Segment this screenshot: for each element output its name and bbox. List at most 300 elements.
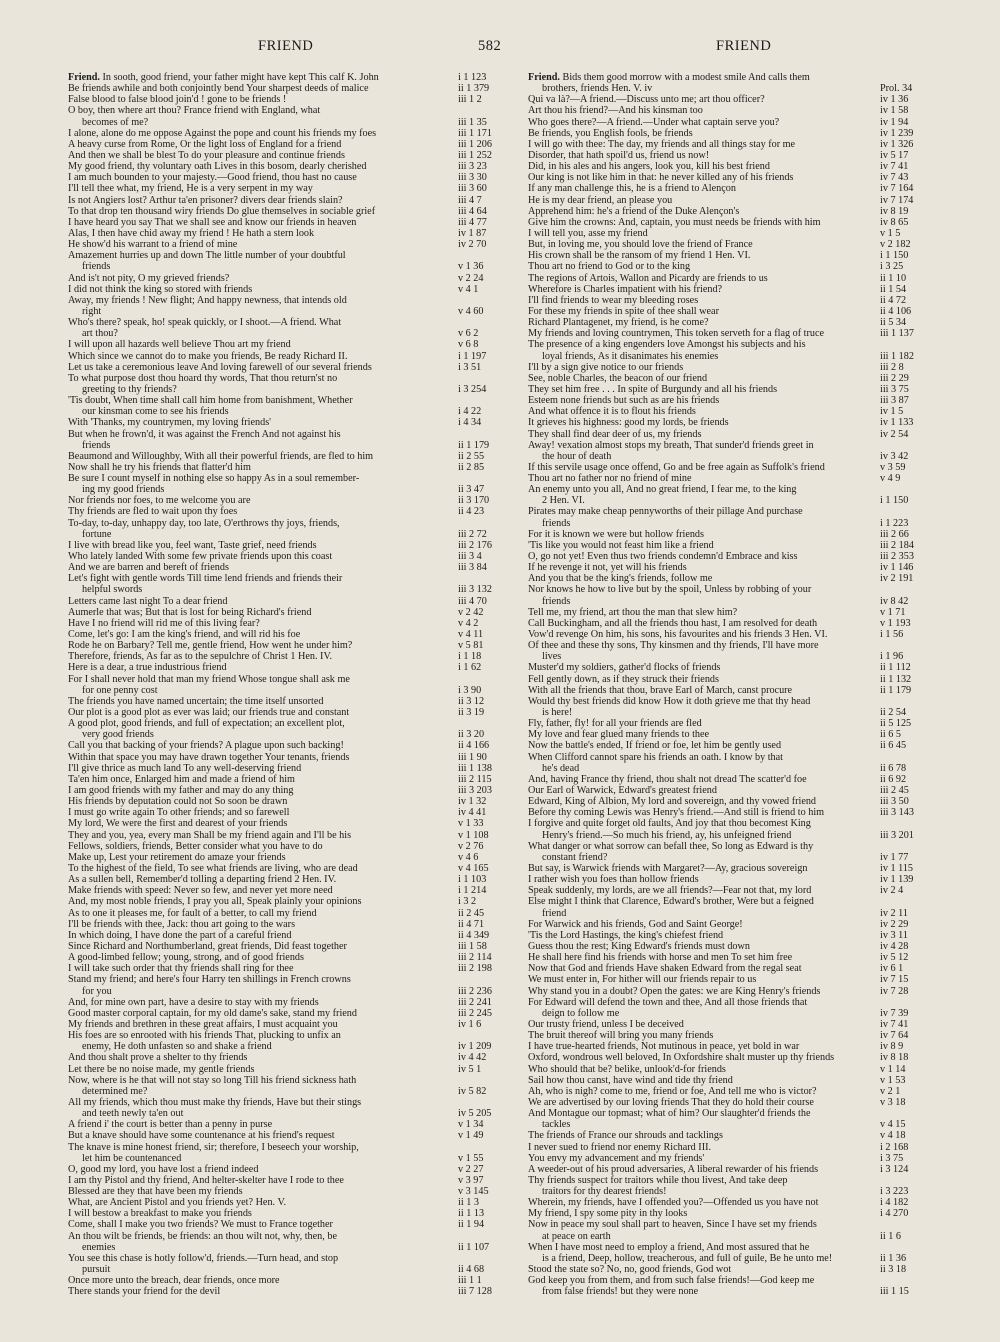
act-scene-line-reference: ii 1 94 <box>454 1219 516 1230</box>
concordance-line <box>528 818 938 829</box>
concordance-line <box>528 273 938 284</box>
concordance-line <box>528 707 938 718</box>
quotation-text: My good friend, thy voluntary oath Lives in this bosom, dearly cherished <box>68 161 367 173</box>
quotation-text: As a sullen bell, Remember'd tolling a departing friend 2 Hen. IV. <box>68 874 337 886</box>
concordance-line <box>528 1041 938 1052</box>
act-scene-line-reference: iii 3 132 <box>454 584 516 595</box>
act-scene-line-reference: ii 1 112 <box>876 662 938 673</box>
quotation-text: Apprehend him: he's a friend of the Duke Alençon's <box>528 205 740 217</box>
quotation-text: 'Tis the Lord Hastings, the king's chiefest friend <box>528 929 724 941</box>
concordance-line <box>68 952 516 963</box>
concordance-line <box>528 607 938 618</box>
quotation-text: Stood the state so? No, no, good friends, God wot <box>528 1264 732 1276</box>
concordance-line <box>68 963 516 974</box>
quotation-text: Our Earl of Warwick, Edward's greatest friend <box>528 785 717 796</box>
concordance-line <box>68 584 516 595</box>
quotation-text: For it is known we were but hollow friends <box>528 528 704 540</box>
quotation-text: O boy, then where art thou? France friend with England, what <box>68 105 321 117</box>
act-scene-line-reference: ii 3 19 <box>454 707 516 718</box>
quotation-text: Now, where is he that will not stay so long Till his friend sickness hath <box>68 1074 357 1086</box>
quotation-text: False blood to false blood join'd ! gone to be friends ! <box>68 94 287 106</box>
quotation-text: pursuit <box>82 1264 111 1276</box>
act-scene-line-reference: iii 3 30 <box>454 172 516 183</box>
concordance-line <box>528 1242 938 1253</box>
act-scene-line-reference: i 3 254 <box>454 384 516 395</box>
concordance-line <box>528 1186 938 1197</box>
concordance-line <box>68 1142 516 1153</box>
act-scene-line-reference: iii 4 7 <box>454 195 516 206</box>
running-header <box>0 38 1000 58</box>
act-scene-line-reference: ii 4 72 <box>876 295 938 306</box>
concordance-line <box>68 1186 516 1197</box>
act-scene-line-reference: ii 1 179 <box>454 440 516 451</box>
act-scene-line-reference: iv 7 43 <box>876 172 938 183</box>
quotation-text: our kinsman come to see his friends <box>82 406 229 418</box>
concordance-line <box>528 874 938 885</box>
quotation-text: Fell gently down, as if they struck their friends <box>528 673 719 685</box>
act-scene-line-reference: v 6 8 <box>454 339 516 350</box>
concordance-line <box>68 1108 516 1119</box>
act-scene-line-reference: iv 8 65 <box>876 217 938 228</box>
quotation-text: Now in peace my soul shall part to heaven, Since I have set my friends <box>528 1219 817 1231</box>
act-scene-line-reference: iv 4 41 <box>454 807 516 818</box>
quotation-text: friends <box>82 439 111 451</box>
concordance-line <box>528 796 938 807</box>
quotation-text: becomes of me? <box>82 116 149 128</box>
quotation-text: tackles <box>542 1119 571 1131</box>
quotation-text: friends <box>82 261 111 273</box>
act-scene-line-reference: iii 1 35 <box>454 117 516 128</box>
concordance-line <box>68 217 516 228</box>
act-scene-line-reference: ii 1 3 <box>454 1197 516 1208</box>
quotation-text: My friends and brethren in these great affairs, I must acquaint you <box>68 1018 338 1030</box>
act-scene-line-reference: v 2 76 <box>454 841 516 852</box>
act-scene-line-reference: iii 2 66 <box>876 529 938 540</box>
quotation-text: And, for mine own part, have a desire to stay with my friends <box>68 996 319 1008</box>
act-scene-line-reference: v 2 1 <box>876 1086 938 1097</box>
act-scene-line-reference: i 4 34 <box>454 417 516 428</box>
quotation-text: Our trusty friend, unless I be deceived <box>528 1018 684 1030</box>
quotation-text: at peace on earth <box>542 1230 611 1242</box>
act-scene-line-reference: iii 4 70 <box>454 596 516 607</box>
concordance-line <box>528 406 938 417</box>
quotation-text: I alone, alone do me oppose Against the pope and count his friends my foes <box>68 127 377 139</box>
quotation-text: I'll find friends to wear my bleeding roses <box>528 294 699 306</box>
concordance-line <box>528 206 938 217</box>
act-scene-line-reference: iv 3 42 <box>876 451 938 462</box>
quotation-text: An thou wilt be friends, be friends: an thou wilt not, why, then, be <box>68 1230 337 1242</box>
concordance-line <box>68 306 516 317</box>
concordance-line <box>528 540 938 551</box>
quotation-text: deign to follow me <box>542 1007 620 1019</box>
quotation-text: We are advertised by our loving friends That they do hold their course <box>528 1096 814 1108</box>
concordance-line <box>528 674 938 685</box>
quotation-text: There stands your friend for the devil <box>68 1286 221 1298</box>
concordance-line <box>68 785 516 796</box>
quotation-text: And is't not pity, O my grieved friends? <box>68 272 230 284</box>
act-scene-line-reference: iv 1 239 <box>876 128 938 139</box>
quotation-text: I never sued to friend nor enemy Richard III. <box>528 1141 712 1153</box>
quotation-text: The friends of France our shrouds and tacklings <box>528 1130 723 1142</box>
act-scene-line-reference: i 3 124 <box>876 1164 938 1175</box>
act-scene-line-reference: iii 3 60 <box>454 183 516 194</box>
act-scene-line-reference: iv 7 41 <box>876 1019 938 1030</box>
quotation-text: My friend, I spy some pity in thy looks <box>528 1208 688 1220</box>
quotation-text: Call you that backing of your friends? A plague upon such backing! <box>68 740 344 752</box>
act-scene-line-reference: i 4 182 <box>876 1197 938 1208</box>
concordance-line <box>68 239 516 250</box>
concordance-line <box>68 451 516 462</box>
concordance-line <box>528 941 938 952</box>
concordance-line <box>528 529 938 540</box>
quotation-text: Be friends awhile and both conjointly bend Your sharpest deeds of malice <box>68 83 369 95</box>
act-scene-line-reference: v 1 5 <box>876 228 938 239</box>
quotation-text: If this servile usage once offend, Go and be free again as Suffolk's friend <box>528 461 825 473</box>
quotation-text: Fly, father, fly! for all your friends are fled <box>528 718 702 730</box>
concordance-line <box>528 885 938 896</box>
quotation-text: Before thy coming Lewis was Henry's friend.—And still is friend to him <box>528 807 825 819</box>
act-scene-line-reference: v 1 33 <box>454 818 516 829</box>
act-scene-line-reference: iii 2 45 <box>876 785 938 796</box>
act-scene-line-reference: ii 5 125 <box>876 718 938 729</box>
concordance-line <box>68 195 516 206</box>
act-scene-line-reference: ii 4 166 <box>454 740 516 751</box>
concordance-line <box>68 429 516 440</box>
concordance-line <box>528 1097 938 1108</box>
quotation-text: Who should that be? belike, unlook'd-for friends <box>528 1063 726 1075</box>
concordance-line <box>68 506 516 517</box>
concordance-line <box>528 239 938 250</box>
quotation-text: What, are Ancient Pistol and you friends yet? Hen. V. <box>68 1197 287 1209</box>
concordance-line <box>68 1253 516 1264</box>
concordance-line <box>528 72 938 83</box>
act-scene-line-reference: v 1 14 <box>876 1064 938 1075</box>
concordance-line <box>528 261 938 272</box>
concordance-line <box>68 1231 516 1242</box>
concordance-line <box>68 596 516 607</box>
quotation-text: I'll be friends with thee, Jack: thou art going to the wars <box>68 918 296 930</box>
act-scene-line-reference: iii 2 236 <box>454 986 516 997</box>
concordance-line <box>68 896 516 907</box>
concordance-line <box>68 328 516 339</box>
act-scene-line-reference: i 1 103 <box>454 874 516 885</box>
concordance-line <box>528 562 938 573</box>
quotation-text: helpful swords <box>82 584 143 596</box>
act-scene-line-reference: ii 3 12 <box>454 696 516 707</box>
quotation-text: My love and fear glued many friends to thee <box>528 729 710 741</box>
act-scene-line-reference: ii 2 85 <box>454 462 516 473</box>
act-scene-line-reference: iv 7 174 <box>876 195 938 206</box>
concordance-line <box>68 83 516 94</box>
concordance-line <box>68 172 516 183</box>
quotation-text: To that drop ten thousand wiry friends Do glue themselves in sociable grief <box>68 205 376 217</box>
quotation-text: Why stand you in a doubt? Open the gates: we are King Henry's friends <box>528 985 821 997</box>
quotation-text: for you <box>82 985 112 997</box>
concordance-line <box>528 807 938 818</box>
quotation-text: fortune <box>82 528 112 540</box>
act-scene-line-reference: iii 3 23 <box>454 161 516 172</box>
header-left-word: FRIEND <box>258 38 314 54</box>
concordance-line <box>528 295 938 306</box>
act-scene-line-reference: iv 1 87 <box>454 228 516 239</box>
act-scene-line-reference: v 1 108 <box>454 830 516 841</box>
concordance-line <box>68 718 516 729</box>
concordance-line <box>528 1142 938 1153</box>
quotation-text: And then we shall be blest To do your pleasure and continue friends <box>68 149 345 161</box>
quotation-text: Sail how thou canst, have wind and tide thy friend <box>528 1074 733 1086</box>
act-scene-line-reference: iv 1 77 <box>876 852 938 863</box>
concordance-line <box>68 261 516 272</box>
quotation-text: To what purpose dost thou hoard thy words, That thou return'st no <box>68 372 338 384</box>
act-scene-line-reference: iv 2 191 <box>876 573 938 584</box>
concordance-line <box>528 908 938 919</box>
quotation-text: He is my dear friend, an please you <box>528 194 673 206</box>
concordance-line <box>528 1075 938 1086</box>
quotation-text: Of thee and these thy sons, Thy kinsmen and thy friends, I'll have more <box>528 640 819 652</box>
quotation-text: I have true-hearted friends, Not mutinous in peace, yet bold in war <box>528 1041 800 1053</box>
concordance-line <box>68 1242 516 1253</box>
quotation-text: I will go with thee: The day, my friends and all things stay for me <box>528 138 796 150</box>
concordance-line <box>68 406 516 417</box>
act-scene-line-reference: iii 3 201 <box>876 830 938 841</box>
concordance-line <box>528 1153 938 1164</box>
quotation-text: right <box>82 305 102 317</box>
concordance-line <box>528 506 938 517</box>
concordance-line <box>528 105 938 116</box>
concordance-line <box>68 139 516 150</box>
quotation-text: Thou art no friend to God or to the king <box>528 261 691 273</box>
quotation-text: Thy friends are fled to wait upon thy foes <box>68 506 238 518</box>
quotation-text: It grieves his highness: good my lords, be friends <box>528 417 729 429</box>
act-scene-line-reference: v 4 15 <box>876 1119 938 1130</box>
quotation-text: Would thy best friends did know How it doth grieve me that thy head <box>528 695 811 707</box>
concordance-line <box>68 930 516 941</box>
act-scene-line-reference: iii 3 203 <box>454 785 516 796</box>
quotation-text: Oxford, wondrous well beloved, In Oxfordshire shalt muster up thy friends <box>528 1052 835 1064</box>
concordance-line <box>68 1119 516 1130</box>
quotation-text: Art thou his friend?—And his kinsman too <box>528 105 703 117</box>
quotation-text: They and you, yea, every man Shall be my friend again and I'll be his <box>68 829 352 841</box>
act-scene-line-reference: i 1 62 <box>454 662 516 673</box>
concordance-line <box>68 1052 516 1063</box>
quotation-text: The presence of a king engenders love Amongst his subjects and his <box>528 339 806 351</box>
act-scene-line-reference: iv 8 19 <box>876 206 938 217</box>
quotation-text: If he revenge it not, yet will his friends <box>528 562 687 574</box>
concordance-line <box>68 94 516 105</box>
quotation-text: Wherefore is Charles impatient with his friend? <box>528 283 723 295</box>
quotation-text: O, go not yet! Even thus two friends condemn'd Embrace and kiss <box>528 551 798 563</box>
act-scene-line-reference: v 6 2 <box>454 328 516 339</box>
quotation-text: I'll by a sign give notice to our friends <box>528 361 684 373</box>
quotation-text: let him be countenanced <box>82 1152 182 1164</box>
quotation-text: Vow'd revenge On him, his sons, his favourites and his friends 3 Hen. VI. <box>528 629 828 641</box>
quotation-text: Once more unto the breach, dear friends, once more <box>68 1275 280 1287</box>
concordance-line <box>528 640 938 651</box>
concordance-line <box>68 640 516 651</box>
concordance-line <box>68 1064 516 1075</box>
quotation-text: Away! vexation almost stops my breath, That sunder'd friends greet in <box>528 439 814 451</box>
concordance-line <box>68 796 516 807</box>
concordance-line <box>528 373 938 384</box>
act-scene-line-reference: ii 2 54 <box>876 707 938 718</box>
act-scene-line-reference: v 1 34 <box>454 1119 516 1130</box>
act-scene-line-reference: iv 6 1 <box>876 963 938 974</box>
act-scene-line-reference: ii 6 92 <box>876 774 938 785</box>
act-scene-line-reference: iv 2 29 <box>876 919 938 930</box>
quotation-text: He shall here find his friends with horse and men To set him free <box>528 952 793 964</box>
concordance-line <box>68 72 516 83</box>
quotation-text: Who's there? speak, ho! speak quickly, or I shoot.—A friend. What <box>68 317 342 329</box>
act-scene-line-reference: i 3 51 <box>454 362 516 373</box>
act-scene-line-reference: i 1 123 <box>454 72 516 83</box>
act-scene-line-reference: iii 3 4 <box>454 551 516 562</box>
concordance-line <box>528 596 938 607</box>
quotation-text: For Warwick and his friends, God and Saint George! <box>528 918 743 930</box>
concordance-line <box>68 729 516 740</box>
act-scene-line-reference: iv 4 28 <box>876 941 938 952</box>
concordance-line <box>68 417 516 428</box>
quotation-text: Guess thou the rest; King Edward's friends must down <box>528 940 750 952</box>
concordance-line <box>528 685 938 696</box>
concordance-line <box>528 317 938 328</box>
act-scene-line-reference: iv 1 5 <box>876 406 938 417</box>
concordance-line <box>528 195 938 206</box>
concordance-line <box>528 1175 938 1186</box>
act-scene-line-reference: iv 1 115 <box>876 863 938 874</box>
concordance-line <box>68 629 516 640</box>
concordance-line <box>528 584 938 595</box>
page-number: 582 <box>478 38 502 54</box>
concordance-line <box>528 1064 938 1075</box>
concordance-line <box>528 451 938 462</box>
concordance-line <box>528 1108 938 1119</box>
quotation-text: Richard Plantagenet, my friend, is he come? <box>528 317 709 329</box>
act-scene-line-reference: v 1 193 <box>876 618 938 629</box>
act-scene-line-reference: ii 4 106 <box>876 306 938 317</box>
quotation-text: He show'd his warrant to a friend of mine <box>68 239 238 251</box>
quotation-text: and teeth newly ta'en out <box>82 1108 184 1120</box>
quotation-text: Now that God and friends Have shaken Edward from the regal seat <box>528 963 802 975</box>
act-scene-line-reference: ii 1 54 <box>876 284 938 295</box>
act-scene-line-reference: iv 8 18 <box>876 1052 938 1063</box>
quotation-text: I rather wish you foes than hollow friends <box>528 874 699 886</box>
quotation-text: They shall find dear deer of us, my friends <box>528 428 702 440</box>
concordance-line <box>68 1208 516 1219</box>
quotation-text: But say, is Warwick friends with Margaret?—Ay, gracious sovereign <box>528 862 808 874</box>
act-scene-line-reference: iii 2 241 <box>454 997 516 1008</box>
act-scene-line-reference: iii 1 137 <box>876 328 938 339</box>
quotation-text: 'Tis doubt, When time shall call him home from banishment, Whether <box>68 395 353 407</box>
quotation-text: the hour of death <box>542 450 612 462</box>
act-scene-line-reference: iv 7 39 <box>876 1008 938 1019</box>
concordance-line <box>528 740 938 751</box>
concordance-line <box>68 384 516 395</box>
quotation-text: art thou? <box>82 328 118 340</box>
quotation-text: I'll tell thee what, my friend, He is a very serpent in my way <box>68 183 313 195</box>
quotation-text: 'Tis like you would not feast him like a friend <box>528 539 714 551</box>
concordance-line <box>528 763 938 774</box>
concordance-line <box>68 1164 516 1175</box>
concordance-line <box>528 339 938 350</box>
act-scene-line-reference: i 1 214 <box>454 885 516 896</box>
quotation-text: A heavy curse from Rome, Or the light loss of England for a friend <box>68 138 342 150</box>
quotation-text: Edward, King of Albion, My lord and sovereign, and thy vowed friend <box>528 796 817 808</box>
act-scene-line-reference: v 3 145 <box>454 1186 516 1197</box>
concordance-line <box>528 974 938 985</box>
concordance-line <box>528 785 938 796</box>
concordance-line <box>68 1130 516 1141</box>
act-scene-line-reference: v 1 36 <box>454 261 516 272</box>
quotation-text: Fellows, soldiers, friends, Better consider what you have to do <box>68 840 323 852</box>
act-scene-line-reference: i 4 22 <box>454 406 516 417</box>
quotation-text: As to one it pleases me, for fault of a better, to call my friend <box>68 907 317 919</box>
concordance-line <box>528 729 938 740</box>
quotation-text: I live with bread like you, feel want, Taste grief, need friends <box>68 539 317 551</box>
concordance-line <box>528 662 938 673</box>
concordance-line <box>68 573 516 584</box>
concordance-line <box>68 1219 516 1230</box>
act-scene-line-reference: v 4 9 <box>876 473 938 484</box>
concordance-line <box>528 963 938 974</box>
act-scene-line-reference: i 1 150 <box>876 495 938 506</box>
act-scene-line-reference: iii 2 176 <box>454 540 516 551</box>
quotation-text: If any man challenge this, he is a friend to Alençon <box>528 183 736 195</box>
concordance-line <box>528 1219 938 1230</box>
quotation-text: With all the friends that thou, brave Earl of March, canst procure <box>528 684 793 696</box>
concordance-line <box>68 284 516 295</box>
quotation-text: And what offence it is to flout his friends <box>528 406 696 418</box>
act-scene-line-reference: v 2 27 <box>454 1164 516 1175</box>
concordance-line <box>68 830 516 841</box>
act-scene-line-reference: v 4 11 <box>454 629 516 640</box>
act-scene-line-reference: ii 1 6 <box>876 1231 938 1242</box>
quotation-text: 2 Hen. VI. <box>542 495 585 507</box>
quotation-text: he's dead <box>542 762 580 774</box>
concordance-line <box>68 462 516 473</box>
quotation-text: Stand my friend; and here's four Harry ten shillings in French crowns <box>68 974 351 986</box>
concordance-line <box>528 183 938 194</box>
quotation-text: With 'Thanks, my countrymen, my loving friends' <box>68 417 272 429</box>
concordance-line <box>68 105 516 116</box>
concordance-line <box>528 384 938 395</box>
act-scene-line-reference: iv 7 41 <box>876 161 938 172</box>
quotation-text: Be sure I count myself in nothing else so happy As in a soul remember- <box>68 473 360 485</box>
concordance-line <box>68 974 516 985</box>
act-scene-line-reference: iii 7 128 <box>454 1286 516 1297</box>
quotation-text: traitors for thy dearest friends! <box>542 1186 667 1198</box>
concordance-line <box>528 495 938 506</box>
quotation-text: The regions of Artois, Wallon and Picardy are friends to us <box>528 272 768 284</box>
quotation-text: Who lately landed With some few private friends upon this coast <box>68 551 333 563</box>
quotation-text: Friend. In sooth, good friend, your father might have kept This calf K. John <box>68 72 379 83</box>
act-scene-line-reference: iv 5 17 <box>876 150 938 161</box>
act-scene-line-reference: iv 8 9 <box>876 1041 938 1052</box>
quotation-text: O, good my lord, you have lost a friend indeed <box>68 1163 259 1175</box>
concordance-line <box>68 818 516 829</box>
quotation-text: Come, let's go: I am the king's friend, and will rid his foe <box>68 629 301 641</box>
quotation-text: is here! <box>542 707 573 719</box>
act-scene-line-reference: v 4 60 <box>454 306 516 317</box>
quotation-text: His friends by deputation could not So soon be drawn <box>68 796 288 808</box>
quotation-text: I will tell you, asse my friend <box>528 227 648 239</box>
quotation-text: In which doing, I have done the part of a careful friend <box>68 929 292 941</box>
quotation-text: I will bestow a breakfast to make you friends <box>68 1208 252 1220</box>
concordance-line <box>68 1175 516 1186</box>
quotation-text: Aumerle that was; But that is lost for being Richard's friend <box>68 606 312 618</box>
concordance-line <box>68 863 516 874</box>
concordance-line <box>528 718 938 729</box>
concordance-line <box>68 117 516 128</box>
